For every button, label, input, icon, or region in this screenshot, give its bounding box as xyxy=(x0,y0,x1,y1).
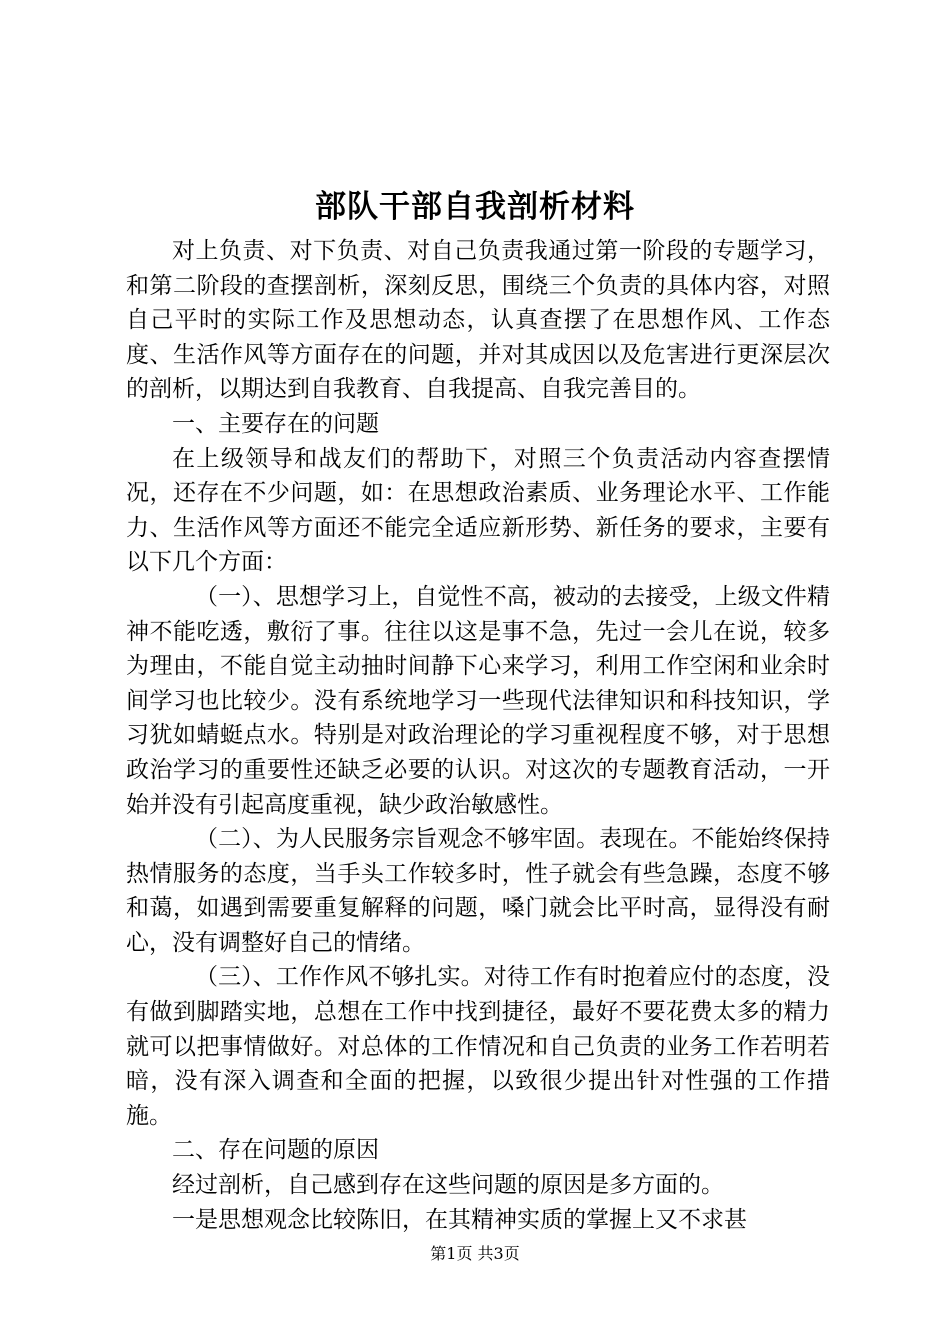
paragraph-item-3: （三）、工作作风不够扎实。对待工作有时抱着应付的态度，没有做到脚踏实地，总想在工作中找到捷径，最好不要花费太多的精力就可以把事情做好。对总体的工作情况和自己负责的业务工作若明若暗，没有深入调查和全面的把握，以致很少提出针对性强的工作措施。 xyxy=(126,964,830,1129)
paragraph-reason-1: 一是思想观念比较陈旧，在其精神实质的掌握上又不求甚 xyxy=(172,1206,747,1233)
page-footer: 第1页 共3页 xyxy=(430,1244,520,1263)
paragraph-section-2-intro: 经过剖析，自己感到存在这些问题的原因是多方面的。 xyxy=(172,1172,724,1199)
paragraph-item-1: （一）、思想学习上，自觉性不高，被动的去接受，上级文件精神不能吃透，敷衍了事。往往以这是事不急，先过一会儿在说，较多为理由，不能自觉主动抽时间静下心来学习，利用工作空闲和业余时间学习也比较少。没有系统地学习一些现代法律知识和科技知识，学习犹如蜻蜓点水。特别是对政治理论的学习重视程度不够，对于思想政治学习的重要性还缺乏必要的认识。对这次的专题教育活动，一开始并没有引起高度重视，缺少政治敏感性。 xyxy=(126,583,830,818)
paragraph-section-1-intro: 在上级领导和战友们的帮助下，对照三个负责活动内容查摆情况，还存在不少问题，如：在思想政治素质、业务理论水平、工作能力、生活作风等方面还不能完全适应新形势、新任务的要求，主要有以下几个方面： xyxy=(126,445,830,576)
paragraph-intro: 对上负责、对下负责、对自己负责我通过第一阶段的专题学习，和第二阶段的查摆剖析，深刻反思，围绕三个负责的具体内容，对照自己平时的实际工作及思想动态，认真查摆了在思想作风、工作态度、生活作风等方面存在的问题，并对其成因以及危害进行更深层次的剖析，以期达到自我教育、自我提高、自我完善目的。 xyxy=(126,238,830,403)
paragraph-item-2: （二）、为人民服务宗旨观念不够牢固。表现在。不能始终保持热情服务的态度，当手头工作较多时，性子就会有些急躁，态度不够和蔼，如遇到需要重复解释的问题，嗓门就会比平时高，显得没有耐心，没有调整好自己的情绪。 xyxy=(126,826,830,956)
section-heading-1: 一、主要存在的问题 xyxy=(172,410,379,437)
document-body xyxy=(126,234,830,1237)
section-heading-2: 二、存在问题的原因 xyxy=(172,1137,379,1164)
document-title: 部队干部自我剖析材料 xyxy=(315,189,635,225)
